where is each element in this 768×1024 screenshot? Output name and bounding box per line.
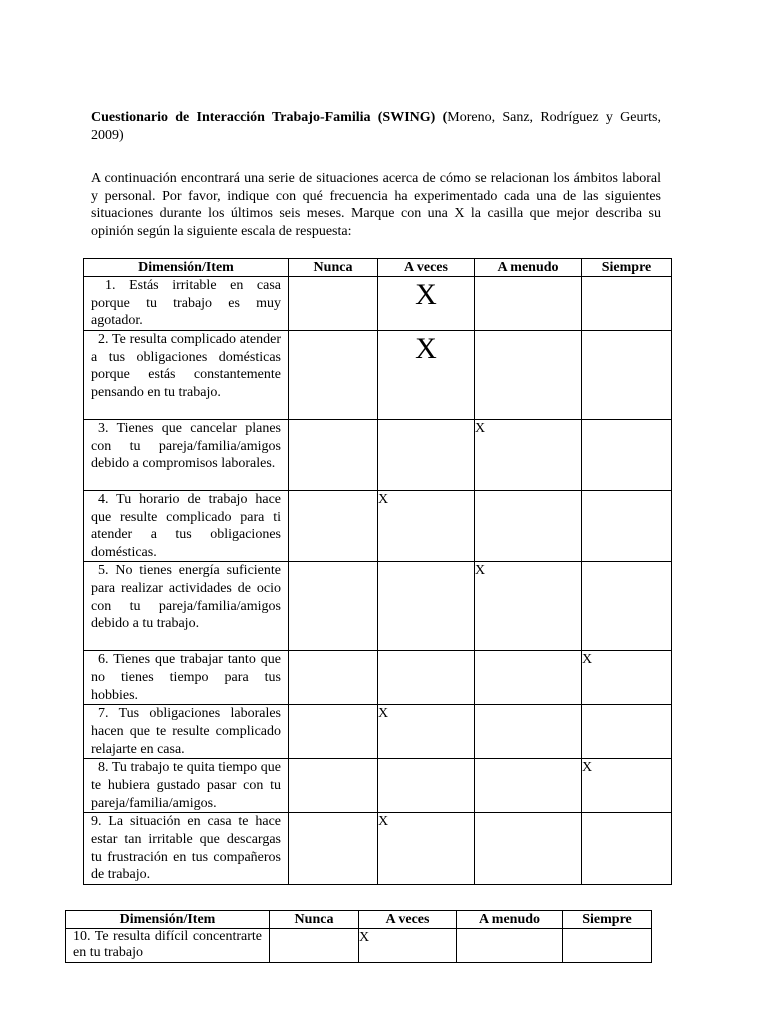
answer-cell-a-veces[interactable] [378, 491, 475, 562]
answer-cell-a-menudo[interactable] [475, 491, 582, 562]
table-row [84, 705, 672, 759]
table-row [84, 420, 672, 491]
questionnaire-table-continued [65, 910, 652, 963]
instructions-paragraph: A continuación encontrará una serie de situaciones acerca de cómo se relacionan los ámbitos laboral y personal. Por favor, indique con qué frecuencia ha experimentado cada una de las siguientes situaciones durante los últimos seis meses. Marque con una X la casilla que mejor describa su opinión según la siguiente escala de respuesta: [91, 171, 661, 239]
answer-mark: X [359, 930, 370, 945]
table-row [66, 929, 652, 963]
answer-cell-siempre[interactable] [582, 705, 672, 759]
header-dimension-item: Dimensión/Item [84, 259, 289, 277]
table-row [84, 491, 672, 562]
item-text: 4. Tu horario de trabajo hace que resulte complicado para ti atender a tus obligaciones domésticas. [84, 491, 289, 562]
answer-cell-siempre[interactable] [582, 813, 672, 884]
answer-cell-a-menudo[interactable] [475, 331, 582, 420]
answer-cell-siempre[interactable] [582, 562, 672, 651]
header-a-veces: A veces [378, 259, 475, 277]
answer-cell-siempre[interactable] [582, 759, 672, 813]
answer-cell-siempre[interactable] [582, 331, 672, 420]
answer-cell-a-menudo[interactable] [475, 562, 582, 651]
table-row [84, 562, 672, 651]
item-text: 7. Tus obligaciones laborales hacen que te resulte complicado relajarte en casa. [84, 705, 289, 759]
questionnaire-table [83, 258, 672, 885]
header-siempre: Siempre [582, 259, 672, 277]
item-text: 9. La situación en casa te hace estar tan irritable que descargas tu frustración en tus compañeros de trabajo. [84, 813, 289, 884]
answer-cell-a-veces[interactable] [378, 651, 475, 705]
table-row [84, 813, 672, 884]
header-siempre: Siempre [563, 911, 652, 929]
item-text: 1. Estás irritable en casa porque tu trabajo es muy agotador. [84, 277, 289, 331]
header-nunca: Nunca [270, 911, 359, 929]
answer-mark: X [415, 332, 437, 365]
answer-cell-nunca[interactable] [289, 813, 378, 884]
answer-cell-nunca[interactable] [289, 759, 378, 813]
answer-cell-a-veces[interactable] [378, 420, 475, 491]
item-text: 5. No tienes energía suficiente para realizar actividades de ocio con tu pareja/familia/amigos debido a tu trabajo. [84, 562, 289, 651]
answer-mark: X [378, 492, 389, 507]
answer-cell-nunca[interactable] [289, 420, 378, 491]
answer-cell-siempre[interactable] [582, 651, 672, 705]
answer-cell-nunca[interactable] [289, 331, 378, 420]
table-row [84, 331, 672, 420]
answer-cell-a-menudo[interactable] [475, 277, 582, 331]
table-row [84, 651, 672, 705]
answer-mark: X [378, 814, 389, 830]
answer-cell-a-menudo[interactable] [475, 651, 582, 705]
title-bold: Cuestionario de Interacción Trabajo-Familia (SWING) ( [91, 110, 448, 125]
table-header-row [84, 259, 672, 277]
table-header-row [66, 911, 652, 929]
answer-mark: X [582, 760, 593, 776]
header-a-veces: A veces [359, 911, 457, 929]
answer-cell-a-veces[interactable] [378, 705, 475, 759]
header-a-menudo: A menudo [457, 911, 563, 929]
header-a-menudo: A menudo [475, 259, 582, 277]
table-row [84, 759, 672, 813]
answer-cell-a-veces[interactable] [378, 813, 475, 884]
answer-cell-nunca[interactable] [289, 277, 378, 331]
answer-cell-a-menudo[interactable] [457, 929, 563, 963]
answer-cell-siempre[interactable] [582, 277, 672, 331]
answer-mark: X [475, 421, 486, 436]
answer-cell-a-menudo[interactable] [475, 759, 582, 813]
table-row [84, 277, 672, 331]
title-citation: Moreno, Sanz, Rodríguez y Geurts, 2009) [91, 110, 661, 143]
answer-cell-nunca[interactable] [289, 651, 378, 705]
header-nunca: Nunca [289, 259, 378, 277]
answer-cell-a-veces[interactable] [378, 277, 475, 331]
item-text: 2. Te resulta complicado atender a tus obligaciones domésticas porque estás constantemente pensando en tu trabajo. [84, 331, 289, 420]
answer-cell-nunca[interactable] [289, 491, 378, 562]
answer-cell-nunca[interactable] [289, 705, 378, 759]
answer-mark: X [582, 652, 593, 668]
answer-cell-a-veces[interactable] [378, 562, 475, 651]
answer-cell-siempre[interactable] [582, 420, 672, 491]
answer-cell-nunca[interactable] [289, 562, 378, 651]
answer-cell-a-veces[interactable] [378, 759, 475, 813]
item-text: 3. Tienes que cancelar planes con tu pareja/familia/amigos debido a compromisos laborales. [84, 420, 289, 491]
answer-mark: X [415, 278, 437, 311]
answer-cell-a-menudo[interactable] [475, 420, 582, 491]
questionnaire-title [91, 109, 661, 144]
header-dimension-item: Dimensión/Item [66, 911, 270, 929]
answer-cell-siempre[interactable] [563, 929, 652, 963]
answer-cell-nunca[interactable] [270, 929, 359, 963]
answer-cell-a-veces[interactable] [378, 331, 475, 420]
item-text: 6. Tienes que trabajar tanto que no tienes tiempo para tus hobbies. [84, 651, 289, 705]
item-text: 10. Te resulta difícil concentrarte en tu trabajo [66, 929, 270, 963]
answer-cell-siempre[interactable] [582, 491, 672, 562]
answer-mark: X [475, 563, 486, 579]
item-text: 8. Tu trabajo te quita tiempo que te hubiera gustado pasar con tu pareja/familia/amigos. [84, 759, 289, 813]
answer-mark: X [378, 706, 389, 722]
answer-cell-a-menudo[interactable] [475, 813, 582, 884]
answer-cell-a-veces[interactable] [359, 929, 457, 963]
answer-cell-a-menudo[interactable] [475, 705, 582, 759]
